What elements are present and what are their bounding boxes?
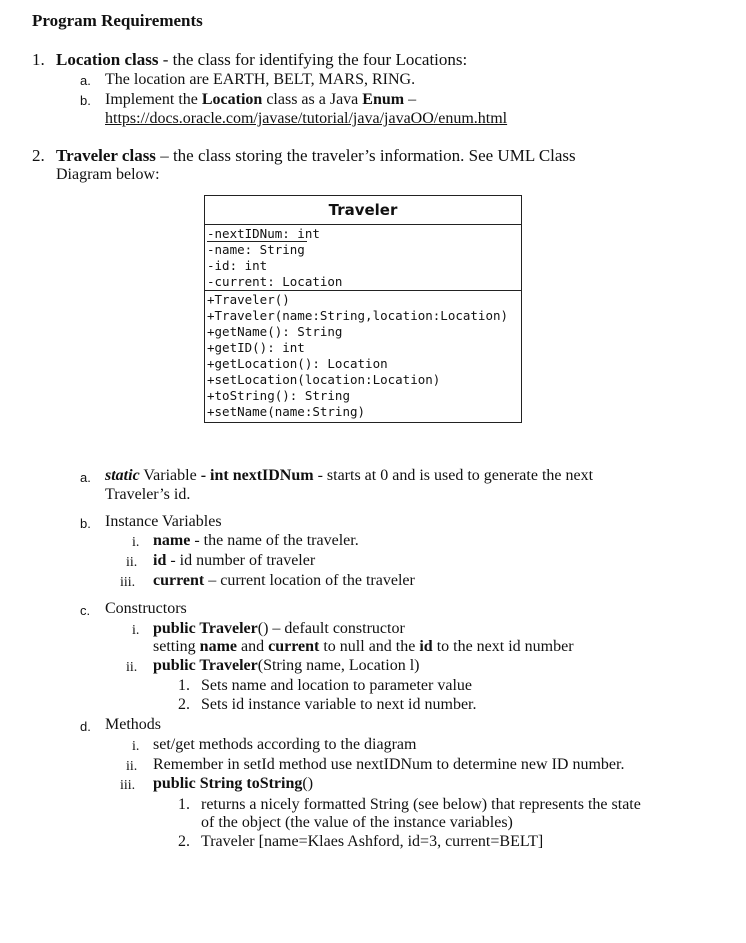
item-2-number: 2. xyxy=(32,146,45,165)
enum-doc-link-row xyxy=(105,109,507,128)
item-1b-bold-enum: Enum xyxy=(362,91,405,108)
instance-var-desc: – current location of the traveler xyxy=(204,572,415,589)
section-c-title: Constructors xyxy=(105,600,187,617)
instance-var-item xyxy=(153,531,359,550)
static-keyword: static xyxy=(105,467,140,484)
traveler-class-title: Traveler class xyxy=(56,146,156,165)
item-2-line xyxy=(56,146,576,165)
instance-var-desc: - id number of traveler xyxy=(166,552,316,569)
detail-text: to the next id number xyxy=(432,638,574,655)
section-a-line-1 xyxy=(105,466,593,485)
item-1-number: 1. xyxy=(32,50,45,69)
uml-method: +getName(): String xyxy=(207,324,343,339)
roman-num: i. xyxy=(132,535,140,550)
uml-attributes xyxy=(205,225,521,291)
uml-method: +Traveler() xyxy=(207,292,290,307)
item-1b-pre: Implement the xyxy=(105,91,202,108)
detail-bold-id: id xyxy=(419,638,433,655)
method-item: set/get methods according to the diagram xyxy=(153,736,417,753)
uml-class-diagram xyxy=(204,195,522,423)
uml-method: +getLocation(): Location xyxy=(207,356,388,371)
enum-doc-link[interactable]: https://docs.oracle.com/javase/tutorial/java/javaOO/enum.html xyxy=(105,110,508,127)
item-1b-text xyxy=(105,90,416,109)
uml-method: +getID(): int xyxy=(207,340,305,355)
uml-attribute: -name: String xyxy=(207,242,305,257)
item-1-line xyxy=(56,50,467,69)
detail-bold-name: name xyxy=(199,638,237,655)
uml-method: +setLocation(location:Location) xyxy=(207,372,441,387)
method-signature: public String toString xyxy=(153,775,303,792)
detail-bold-current: current xyxy=(268,638,320,655)
instance-var-desc: - the name of the traveler. xyxy=(190,532,359,549)
instance-var-item xyxy=(153,551,315,570)
sub-item: returns a nicely formatted String (see below) that represents the state xyxy=(201,796,641,813)
uml-methods xyxy=(205,291,521,420)
section-a-t1: Variable xyxy=(139,467,201,484)
detail-text: to null and the xyxy=(319,638,420,655)
uml-class-name: Traveler xyxy=(205,196,521,225)
section-a-line-2: Traveler’s id. xyxy=(105,486,191,503)
item-2-line-2: Diagram below: xyxy=(56,166,160,183)
roman-num: i. xyxy=(132,739,140,754)
detail-text: setting xyxy=(153,638,200,655)
uml-attribute: -nextIDNum: int xyxy=(207,226,320,241)
item-1b-label: b. xyxy=(80,93,91,108)
item-1a-label: a. xyxy=(80,73,91,88)
uml-method: +toString(): String xyxy=(207,388,350,403)
item-1b-post: – xyxy=(404,91,417,108)
method-item: Remember in setId method use nextIDNum to determine new ID number. xyxy=(153,756,625,773)
location-class-title: Location class xyxy=(56,50,159,69)
section-a-var: - int nextIDNum xyxy=(200,467,314,484)
section-a-t3: - starts at 0 and is used to generate the next xyxy=(313,467,594,484)
item-1a-text: The location are EARTH, BELT, MARS, RING. xyxy=(105,71,416,88)
constructor-default-detail xyxy=(153,637,574,656)
constructor-default xyxy=(153,619,405,638)
sub-num: 2. xyxy=(178,833,190,850)
constructor-signature: public Traveler xyxy=(153,620,258,637)
section-d-label: d. xyxy=(80,719,91,734)
instance-var-name: name xyxy=(153,532,191,549)
sub-num: 2. xyxy=(178,696,190,713)
section-b-label: b. xyxy=(80,516,91,531)
section-c-label: c. xyxy=(80,603,91,618)
sub-item: Sets name and location to parameter value xyxy=(201,677,473,694)
sub-num: 1. xyxy=(178,677,190,694)
item-1b-mid: class as a Java xyxy=(262,91,363,108)
uml-method: +Traveler(name:String,location:Location) xyxy=(207,308,509,323)
roman-num: iii. xyxy=(120,778,136,793)
instance-var-item xyxy=(153,571,415,590)
sub-item-cont: of the object (the value of the instance variables) xyxy=(201,814,513,831)
roman-num: iii. xyxy=(120,575,136,590)
roman-num: i. xyxy=(132,623,140,638)
constructor-desc: () – default constructor xyxy=(257,620,405,637)
roman-num: ii. xyxy=(126,555,138,570)
uml-method: +setName(name:String) xyxy=(207,404,366,419)
instance-var-name: current xyxy=(153,572,205,589)
uml-attribute: -current: Location xyxy=(207,274,343,289)
section-b-title: Instance Variables xyxy=(105,513,222,530)
section-a-label: a. xyxy=(80,470,91,485)
constructor-signature: public Traveler xyxy=(153,657,258,674)
method-parens: () xyxy=(302,775,314,792)
sub-num: 1. xyxy=(178,796,190,813)
item-1b-bold-location: Location xyxy=(201,91,263,108)
constructor-param xyxy=(153,656,419,675)
uml-attribute: -id: int xyxy=(207,258,268,273)
page-title: Program Requirements xyxy=(32,11,203,30)
constructor-params: (String name, Location l) xyxy=(257,657,420,674)
roman-num: ii. xyxy=(126,660,138,675)
instance-var-name: id xyxy=(153,552,167,569)
traveler-class-desc: – the class storing the traveler’s information. See UML Class xyxy=(155,146,576,165)
location-class-desc: - the class for identifying the four Locations: xyxy=(158,50,468,69)
method-tostring xyxy=(153,774,313,793)
sub-item: Sets id instance variable to next id number. xyxy=(201,696,477,713)
item-1 xyxy=(32,50,45,69)
roman-num: ii. xyxy=(126,759,138,774)
section-d-title: Methods xyxy=(105,716,161,733)
sub-item: Traveler [name=Klaes Ashford, id=3, current=BELT] xyxy=(201,833,544,850)
detail-text: and xyxy=(237,638,269,655)
